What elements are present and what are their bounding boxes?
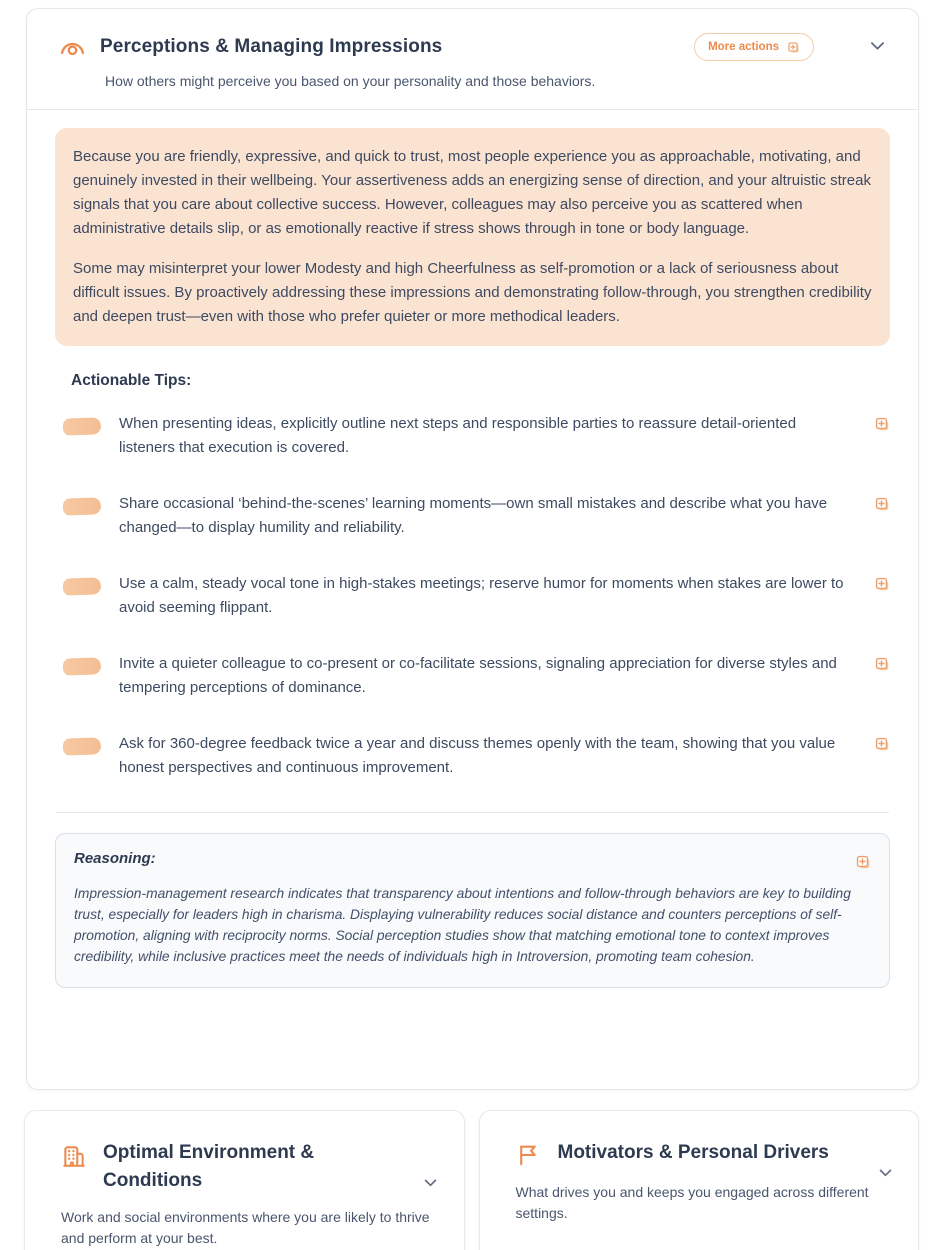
collapse-section-button[interactable] <box>866 36 888 58</box>
chevron-down-icon <box>868 36 887 55</box>
perceptions-card <box>26 8 919 1090</box>
tips-list <box>55 412 890 780</box>
motivators-card-title: Motivators & Personal Drivers <box>557 1142 829 1163</box>
tip-copy-plus-button[interactable] <box>873 415 890 432</box>
summary-paragraph-1: Because you are friendly, expressive, and quick to trust, most people experience you as approachable, motivating, and genuinely invested in their wellbeing. Your assertiveness adds an energizing sense of direction, and your altruistic streak signals that you care about collective success. However, colleagues may also perceive you as scattered when administrative details slip, or as emotionally reactive if stress shows through in tone or body language. <box>73 148 871 237</box>
reasoning-text: Impression-management research indicates that transparency about intentions and follow-through behaviors are key to building trust, especially for leaders high in charisma. Displaying vulnerability reduces social distance and counters perceptions of self-promotion, aligning with reciprocity norms. Social perception studies show that matching emotional tone to context improves credibility, while inclusive practices meet the needs of individuals high in Introversion, promoting team cohesion. <box>74 886 851 964</box>
section-subtitle: How others might perceive you based on your personality and those behaviors. <box>105 73 596 89</box>
perceptions-card-header <box>27 9 918 110</box>
tip-text: When presenting ideas, explicitly outline next steps and responsible parties to reassure detail-oriented listeners that execution is covered. <box>119 415 797 456</box>
tip-item <box>55 412 890 460</box>
more-actions-label: More actions <box>708 41 779 53</box>
copy-plus-icon <box>854 853 871 870</box>
motivators-card-subtitle: What drives you and keeps you engaged across different settings. <box>515 1184 869 1221</box>
more-actions-button[interactable] <box>694 33 814 61</box>
section-divider <box>56 812 889 813</box>
optimal-environment-card <box>24 1110 465 1250</box>
reasoning-copy-plus-button[interactable] <box>854 853 871 870</box>
environment-card-title: Optimal Environment & Conditions <box>103 1142 315 1191</box>
tip-copy-plus-button[interactable] <box>873 575 890 592</box>
tip-item <box>55 732 890 780</box>
environment-expand-button[interactable] <box>420 1173 442 1195</box>
building-icon <box>61 1142 87 1170</box>
flag-icon <box>516 1142 542 1170</box>
reasoning-box <box>55 833 890 988</box>
actionable-tips-heading: Actionable Tips: <box>71 372 192 389</box>
tip-copy-plus-button[interactable] <box>873 655 890 672</box>
environment-card-subtitle: Work and social environments where you are likely to thrive and perform at your best. <box>61 1209 430 1246</box>
tip-text: Invite a quieter colleague to co-present or co-facilitate sessions, signaling appreciation for diverse styles and tempering perceptions of dominance. <box>119 655 837 696</box>
bottom-cards-row <box>24 1110 919 1250</box>
copy-plus-icon <box>873 655 890 672</box>
tip-copy-plus-button[interactable] <box>873 735 890 752</box>
highlight-blob-icon <box>63 657 102 675</box>
tip-text: Ask for 360-degree feedback twice a year and discuss themes openly with the team, showing that you value honest perspectives and continuous improvement. <box>119 735 836 776</box>
summary-paragraph-2: Some may misinterpret your lower Modesty and high Cheerfulness as self-promotion or a lack of seriousness about difficult issues. By proactively addressing these impressions and demonstrating follow-through, you strengthen credibility and deepen trust—even with those who prefer quieter or more methodical leaders. <box>73 260 872 325</box>
eye-view-icon <box>59 35 86 59</box>
copy-plus-icon <box>873 495 890 512</box>
tip-item <box>55 492 890 540</box>
chevron-down-icon <box>877 1164 894 1181</box>
motivators-expand-button[interactable] <box>874 1163 896 1185</box>
copy-plus-icon <box>873 735 890 752</box>
tip-item <box>55 652 890 700</box>
tip-text: Share occasional ‘behind-the-scenes’ learning moments—own small mistakes and describe what you have changed—to display humility and reliability. <box>119 495 828 536</box>
page-title: Perceptions & Managing Impressions <box>100 36 443 57</box>
summary-highlight-box <box>55 128 890 346</box>
reasoning-heading: Reasoning: <box>74 850 156 867</box>
perceptions-card-body <box>27 110 918 1014</box>
copy-plus-icon <box>786 40 800 54</box>
highlight-blob-icon <box>63 737 102 755</box>
tip-text: Use a calm, steady vocal tone in high-stakes meetings; reserve humor for moments when stakes are lower to avoid seeming flippant. <box>119 575 844 616</box>
copy-plus-icon <box>873 575 890 592</box>
highlight-blob-icon <box>63 577 102 595</box>
tip-copy-plus-button[interactable] <box>873 495 890 512</box>
highlight-blob-icon <box>63 417 102 435</box>
chevron-down-icon <box>422 1174 439 1191</box>
motivators-card <box>479 1110 920 1250</box>
tip-item <box>55 572 890 620</box>
copy-plus-icon <box>873 415 890 432</box>
highlight-blob-icon <box>63 497 102 515</box>
